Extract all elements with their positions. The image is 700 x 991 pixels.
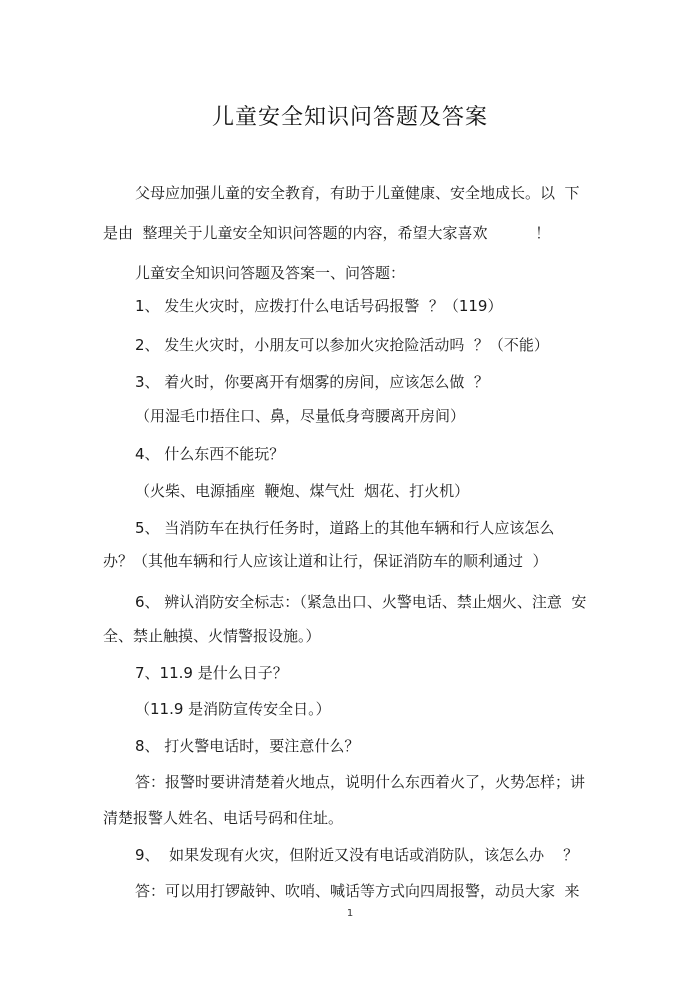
answer-8-line-1: 答：报警时要讲清楚着火地点，说明什么东西着火了，火势怎样；讲 <box>135 773 586 791</box>
intro-line-1: 父母应加强儿童的安全教育，有助于儿童健康、安全地成长。以 下 <box>135 184 580 202</box>
answer-8-line-2: 清楚报警人姓名、电话号码和住址。 <box>103 809 344 827</box>
page-number: 1 <box>346 908 354 919</box>
question-4: 4、 什么东西不能玩？ <box>135 445 285 463</box>
section-heading: 儿童安全知识问答题及答案一、问答题： <box>135 264 406 282</box>
question-7: 7、11.9 是什么日子？ <box>135 664 288 682</box>
question-5-line-1: 5、 当消防车在执行任务时，道路上的其他车辆和行人应该怎么 <box>135 519 555 537</box>
question-5-line-2: 办？（其他车辆和行人应该让道和让行，保证消防车的顺利通过 ） <box>103 552 548 570</box>
answer-7: （11.9 是消防宣传安全日。） <box>135 700 331 718</box>
answer-3: （用湿毛巾捂住口、鼻，尽量低身弯腰离开房间） <box>135 407 466 425</box>
question-3: 3、 着火时，你要离开有烟雾的房间，应该怎么做 ？ <box>135 373 489 391</box>
answer-9-line-1: 答：可以用打锣敲钟、吹哨、喊话等方式向四周报警，动员大家 来 <box>135 882 580 900</box>
question-8: 8、 打火警电话时，要注意什么？ <box>135 737 360 755</box>
question-1: 1、 发生火灾时，应拨打什么电话号码报警 ？（119） <box>135 297 503 315</box>
question-6-line-1: 6、 辨认消防安全标志：（紧急出口、火警电话、禁止烟火、注意 安 <box>135 593 587 611</box>
document-title: 儿童安全知识问答题及答案 <box>211 105 488 130</box>
intro-line-2: 是由 整理关于儿童安全知识问答题的内容，希望大家喜欢 ！ <box>103 224 551 242</box>
answer-4: （火柴、电源插座 鞭炮、煤气灶 烟花、打火机） <box>135 482 470 500</box>
question-6-line-2: 全、禁止触摸、火情警报设施。） <box>103 627 321 645</box>
question-9: 9、 如果发现有火灾，但附近又没有电话或消防队，该怎么办 ？ <box>135 846 579 864</box>
question-2: 2、 发生火灾时，小朋友可以参加火灾抢险活动吗 ？（不能） <box>135 336 549 354</box>
